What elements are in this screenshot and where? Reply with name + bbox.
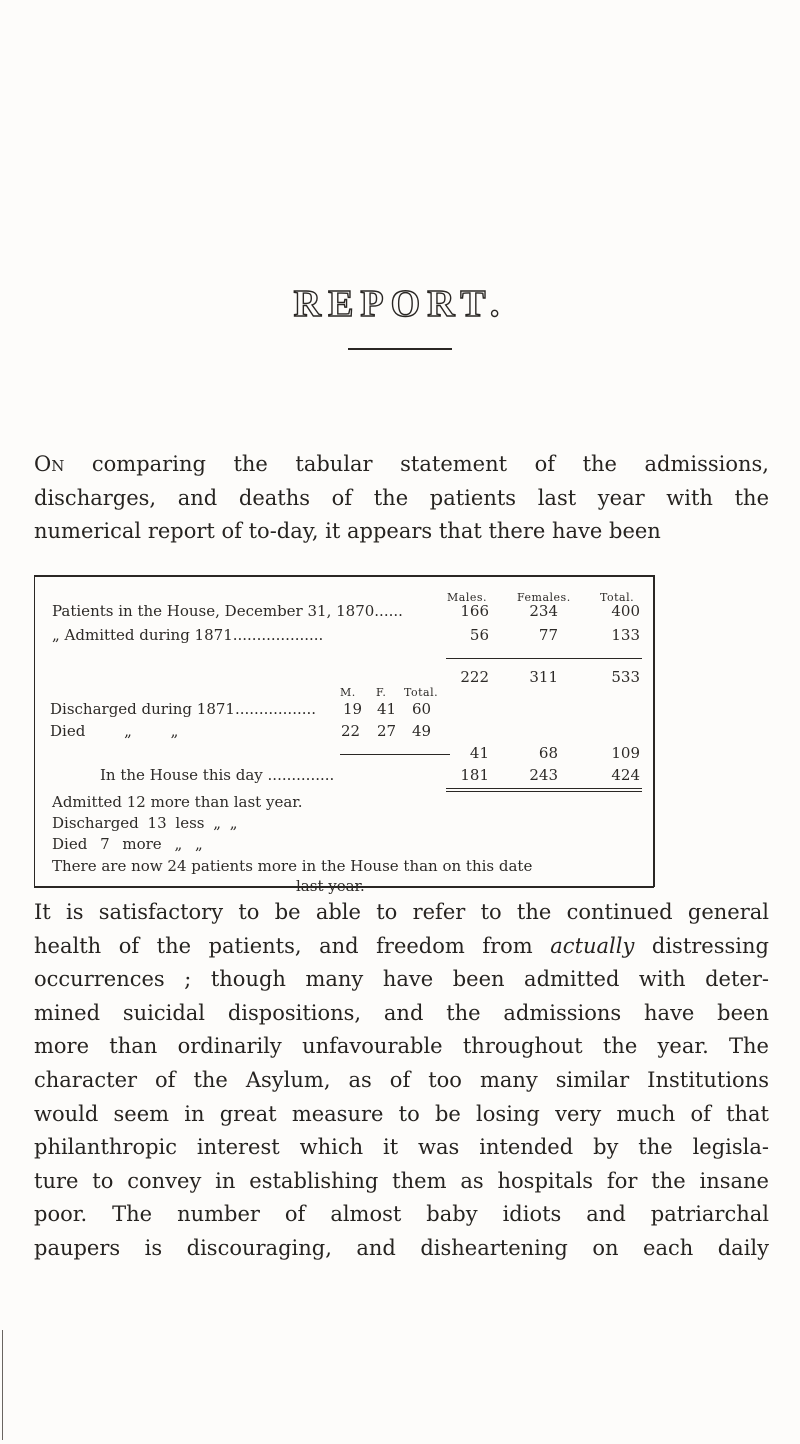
cell: 166: [460, 602, 489, 620]
body-line: character of the Asylum, as of too many similar Institutions: [34, 1067, 769, 1092]
removed-rule: [340, 754, 450, 755]
removed-cell: 41: [469, 744, 489, 762]
cell: 181: [460, 766, 489, 784]
subtotal-rule: [446, 658, 642, 659]
body-line: would seem in great measure to be losing very much of that: [34, 1101, 769, 1126]
sub-header-total: Total.: [404, 686, 439, 699]
col-header-females: Females.: [517, 591, 571, 604]
page-title: REPORT.: [293, 283, 507, 325]
intro-line: [34, 448, 769, 482]
row-label: In the House this day ..............: [100, 766, 335, 784]
intro-paragraph: [34, 448, 769, 549]
body-line-text: distressing: [651, 933, 769, 958]
sub-header-m: M.: [340, 686, 356, 699]
col-header-males: Males.: [447, 591, 487, 604]
cell: 133: [611, 626, 640, 644]
intro-line: numerical report of to-day, it appears that there have been: [34, 519, 661, 544]
cell: 27: [377, 722, 397, 740]
cell: 22: [341, 722, 361, 740]
row-label: „ Admitted during 1871...................: [52, 626, 324, 644]
body-line: paupers is discouraging, and disheartening on each daily: [34, 1235, 769, 1260]
emphasis-actually: actually: [550, 933, 635, 958]
cell: 41: [377, 700, 397, 718]
cell: 234: [529, 602, 558, 620]
cell: 19: [343, 700, 363, 718]
subtotal-cell: 533: [611, 668, 640, 686]
removed-cell: 109: [611, 744, 640, 762]
row-label: Died „ „: [50, 722, 179, 740]
cell: 424: [611, 766, 640, 784]
body-line: mined suicidal dispositions, and the admissions have been: [34, 1000, 769, 1025]
sub-header-f: F.: [376, 686, 387, 699]
cell: 400: [611, 602, 640, 620]
intro-line: discharges, and deaths of the patients last year with the: [34, 485, 769, 510]
subtotal-cell: 311: [529, 668, 558, 686]
intro-line-text: comparing the tabular statement of the admissions,: [91, 452, 769, 476]
total-double-rule-top: [446, 788, 642, 789]
cell: 49: [412, 722, 432, 740]
note-line: Died 7 more „ „: [52, 835, 203, 853]
body-line: occurrences ; though many have been admitted with deter-: [34, 967, 769, 992]
cell: 77: [538, 626, 558, 644]
col-header-total: Total.: [600, 591, 635, 604]
cell: 60: [412, 700, 432, 718]
cell: 243: [529, 766, 558, 784]
cell: 56: [469, 626, 489, 644]
body-line: It is satisfactory to be able to refer to the continued general: [34, 900, 769, 924]
body-line: more than ordinarily unfavourable throughout the year. The: [34, 1034, 769, 1059]
body-line: [34, 930, 769, 964]
summary-line: last year.: [296, 877, 365, 895]
page-edge-mark: [2, 1330, 3, 1440]
subtotal-cell: 222: [460, 668, 489, 686]
summary-line: There are now 24 patients more in the House than on this date: [52, 857, 533, 875]
body-paragraph: [34, 896, 769, 1266]
body-line: ture to convey in establishing them as hospitals for the insane: [34, 1168, 769, 1193]
total-double-rule-bottom: [446, 791, 642, 792]
body-line: poor. The number of almost baby idiots and patriarchal: [34, 1202, 769, 1227]
body-line-text: health of the patients, and freedom from: [34, 933, 533, 958]
note-line: Discharged 13 less „ „: [52, 814, 238, 832]
body-line: philanthropic interest which it was intended by the legisla-: [34, 1135, 769, 1160]
title-rule: [348, 348, 452, 350]
row-label: Patients in the House, December 31, 1870......: [52, 602, 403, 620]
intro-lead: On: [34, 452, 65, 476]
row-label: Discharged during 1871.................: [50, 700, 317, 718]
note-line: Admitted 12 more than last year.: [52, 793, 303, 811]
removed-cell: 68: [538, 744, 558, 762]
